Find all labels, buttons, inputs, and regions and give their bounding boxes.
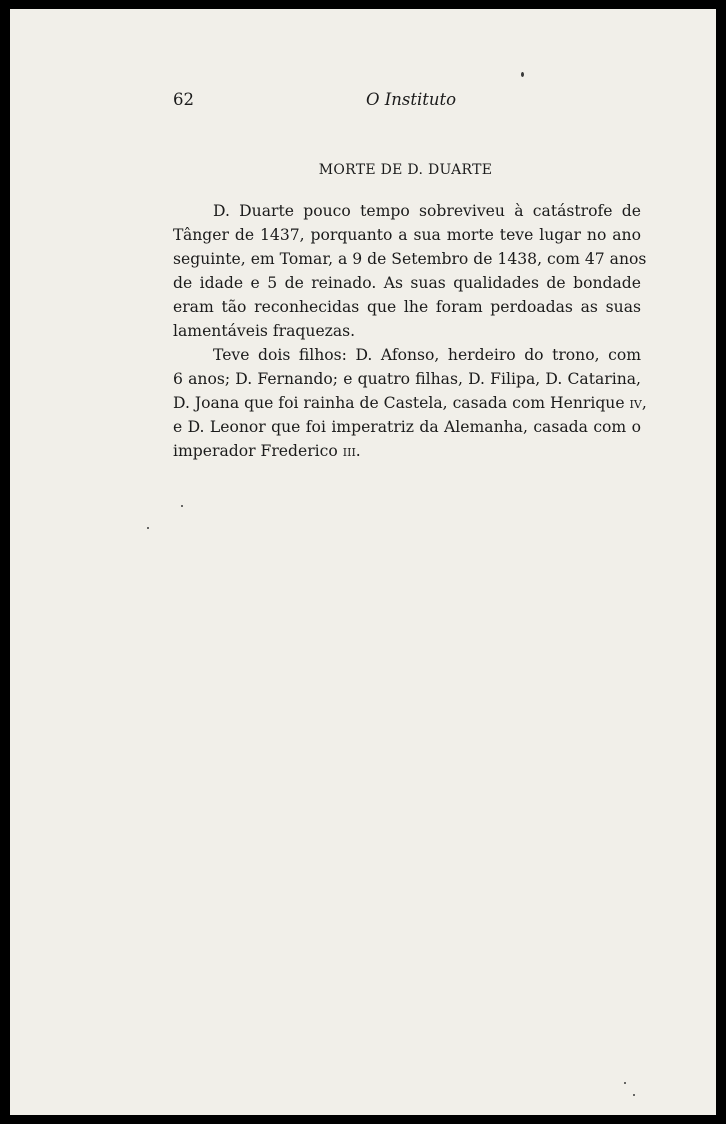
text-line: seguinte, em Tomar, a 9 de Setembro de 1438, com 47 anos — [173, 250, 647, 268]
section-heading-text: MORTE DE D. DUARTE — [318, 162, 493, 178]
page-number: 62 — [173, 90, 194, 109]
running-title: O Instituto — [366, 90, 457, 109]
page-header — [10, 90, 716, 114]
regnal-numeral: iii. — [342, 442, 361, 460]
text-line: e D. Leonor que foi imperatriz da Alemanha, casada com o — [173, 418, 641, 436]
text-line-with-numeral — [173, 439, 641, 463]
scan-speck — [147, 527, 149, 529]
paragraph-2 — [173, 343, 647, 463]
book-page — [10, 9, 716, 1115]
section-heading — [10, 162, 716, 178]
scan-speck — [521, 72, 524, 77]
text-line: de idade e 5 de reinado. As suas qualidades de bondade — [173, 274, 641, 292]
text-line: lamentáveis fraquezas. — [173, 322, 356, 340]
text-line-with-numeral — [173, 391, 647, 415]
regnal-numeral: iv, — [629, 394, 647, 412]
body-text — [173, 199, 647, 463]
text-line-part: D. Joana que foi rainha de Castela, casada com Henrique — [173, 394, 625, 412]
text-line: Tânger de 1437, porquanto a sua morte teve lugar no ano — [173, 226, 641, 244]
text-line: D. Duarte pouco tempo sobreviveu à catástrofe de — [213, 202, 641, 220]
text-line: 6 anos; D. Fernando; e quatro filhas, D. Filipa, D. Catarina, — [173, 370, 641, 388]
paragraph-1 — [173, 199, 647, 343]
text-line: eram tão reconhecidas que lhe foram perdoadas as suas — [173, 298, 641, 316]
scan-speck — [633, 1094, 635, 1096]
scan-speck — [624, 1082, 626, 1084]
text-line: Teve dois filhos: D. Afonso, herdeiro do trono, com — [213, 346, 641, 364]
text-line-part: imperador Frederico — [173, 442, 338, 460]
scan-speck — [181, 505, 183, 507]
